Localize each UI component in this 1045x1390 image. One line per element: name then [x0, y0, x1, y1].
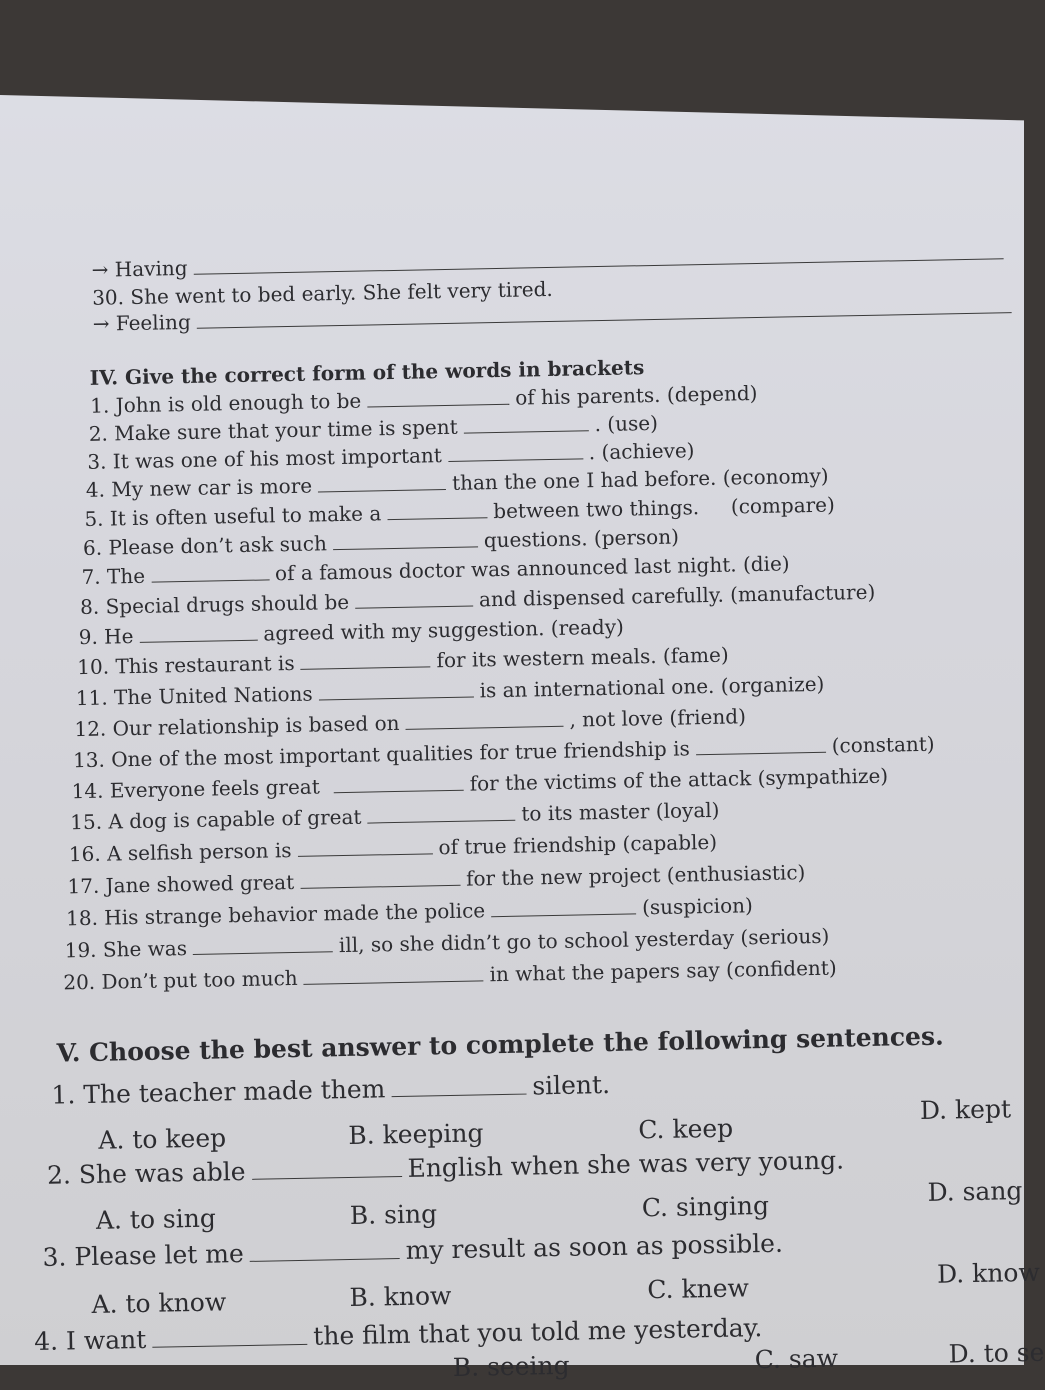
option-b[interactable]: B. seeing — [452, 1350, 570, 1383]
answer-blank[interactable] — [448, 440, 583, 462]
option-d[interactable]: D. to se — [948, 1337, 1045, 1369]
answer-blank[interactable] — [463, 412, 588, 433]
answer-blank[interactable] — [318, 679, 473, 701]
exercise-item: 15. A dog is capable of great to its master (loyal) — [70, 797, 720, 835]
exercise-item: 8. Special drugs should be and dispensed carefully. (manufacture) — [79, 579, 876, 620]
exercise-item: 18. His strange behavior made the police (suspicion) — [65, 893, 754, 931]
answer-blank[interactable] — [387, 499, 487, 520]
question-4: 4. I want the film that you told me yesterday. — [33, 1313, 763, 1357]
answer-blank[interactable] — [696, 734, 826, 755]
option-c[interactable]: C. knew — [647, 1273, 750, 1305]
answer-blank[interactable] — [193, 242, 1003, 275]
exercise-item: 5. It is often useful to make a between two things. (compare) — [84, 492, 836, 531]
option-c[interactable]: C. keep — [638, 1113, 734, 1145]
option-c[interactable]: C. singing — [641, 1190, 770, 1223]
section-5-heading: V. Choose the best answer to complete the following sentences. — [56, 1021, 944, 1068]
answer-blank[interactable] — [297, 835, 432, 857]
answer-blank[interactable] — [152, 1322, 307, 1348]
exercise-item: 3. It was one of his most important . (achieve) — [87, 438, 695, 474]
answer-blank[interactable] — [303, 962, 483, 984]
answer-blank[interactable] — [334, 772, 464, 793]
exercise-item: 11. The United Nations is an international one. (organize) — [75, 671, 825, 711]
sentence-30: 30. She went to bed early. She felt very tired. — [91, 276, 553, 310]
exercise-item: 7. The of a famous doctor was announced last night. (die) — [81, 551, 790, 590]
exercise-item: 14. Everyone feels great for the victims of the attack (sympathize) — [71, 763, 889, 804]
answer-blank[interactable] — [367, 802, 515, 824]
answer-blank[interactable] — [391, 1072, 526, 1098]
answer-blank[interactable] — [249, 1236, 399, 1262]
exercise-item: 9. He agreed with my suggestion. (ready) — [78, 614, 625, 650]
option-b[interactable]: B. know — [349, 1281, 452, 1312]
answer-blank[interactable] — [193, 933, 333, 955]
exercise-item: 20. Don’t put too much in what the papers say (confident) — [63, 955, 837, 995]
exercise-item: 4. My new car is more than the one I had before. (economy) — [85, 463, 829, 502]
answer-blank[interactable] — [300, 867, 460, 889]
option-a[interactable]: A. to know — [91, 1287, 227, 1319]
answer-blank[interactable] — [367, 386, 509, 408]
exercise-item: 13. One of the most important qualities for true friendship is (constant) — [72, 731, 935, 773]
answer-blank[interactable] — [251, 1154, 401, 1180]
answer-blank[interactable] — [318, 471, 446, 492]
exercise-item: 10. This restaurant is for its western meals. (fame) — [77, 642, 729, 680]
option-c[interactable]: C. saw — [754, 1343, 839, 1375]
answer-blank[interactable] — [491, 895, 636, 917]
exercise-item: 6. Please don’t ask such questions. (person) — [82, 524, 680, 560]
answer-blank[interactable] — [300, 648, 430, 669]
question-2: 2. She was able English when she was very young. — [46, 1145, 845, 1190]
exercise-item: 1. John is old enough to be of his parents. (depend) — [90, 381, 758, 418]
option-d[interactable]: D. sang — [927, 1176, 1023, 1207]
option-b[interactable]: B. sing — [349, 1199, 438, 1230]
exercise-item: 17. Jane showed great for the new project (enthusiastic) — [67, 860, 806, 899]
exercise-item: 12. Our relationship is based on , not love (friend) — [74, 704, 747, 742]
answer-line-feeling: → Feeling — [92, 294, 1011, 336]
answer-blank[interactable] — [333, 528, 478, 550]
option-d[interactable]: D. kept — [919, 1094, 1012, 1126]
option-d[interactable]: D. know — [936, 1257, 1041, 1289]
exercise-item: 16. A selfish person is of true friendship (capable) — [68, 829, 718, 867]
answer-blank[interactable] — [405, 708, 563, 730]
option-a[interactable]: A. to keep — [98, 1123, 227, 1155]
option-b[interactable]: B. keeping — [348, 1118, 484, 1150]
answer-blank[interactable] — [151, 561, 269, 582]
answer-blank[interactable] — [355, 588, 473, 609]
section-4-heading: IV. Give the correct form of the words in brackets — [89, 355, 645, 390]
exercise-item: 2. Make sure that your time is spent . (use) — [88, 410, 659, 446]
answer-blank[interactable] — [139, 622, 257, 643]
question-3: 3. Please let me my result as soon as possible. — [42, 1228, 784, 1272]
exercise-item: 19. She was ill, so she didn’t go to school yesterday (serious) — [64, 923, 830, 963]
option-a[interactable]: A. to sing — [95, 1203, 217, 1235]
answer-line-having: → Having — [91, 240, 1003, 282]
question-1: 1. The teacher made them silent. — [51, 1069, 611, 1110]
